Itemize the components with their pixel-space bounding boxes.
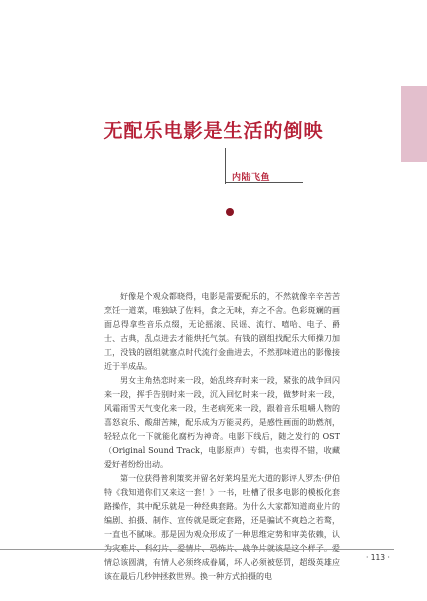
author-name: 内陆飞鱼 — [232, 173, 271, 183]
footer-rule — [0, 549, 394, 550]
article-body — [104, 290, 340, 584]
paragraph-2: 男女主角热恋时来一段，始乱终弃时来一段，紧张的战争回闪来一段，挥手告别时来一段，沉入回忆时来一段，做梦时来一段，风霜雨雪天气变化来一段，生老病死来一段，跟着音乐咀嚼人物的喜怒哀乐、酸甜苦辣，配乐成为万能灵药，是感性画面的助燃剂，轻轻点化一下就能化腐朽为神奇。电影下线后，随之发行的 OST（Original Sound Track，电影原声）专辑，也卖得不错，收藏爱好者纷纷出动。 — [104, 376, 340, 469]
ornament-dot — [226, 208, 234, 216]
paragraph-3: 第一位获得普利策奖并留名好莱坞星光大道的影评人罗杰·伊伯特《我知道你们又来这一套！》一书，吐槽了很多电影的模板化套路操作，其中配乐就是一种经典套路。为什么大家都知道商业片的编剧、拍摄、制作、宣传就是既定套路，还是骗试不爽趋之若鹜，一直也不腻味。那是因为观众形成了一种思维定势和审美依赖，认 情总该圆满，有情人必须终成眷属，坏人必须被惩罚，超级英雄应该在最后几秒钟拯救世界。换一种方式拍摄的电 — [104, 474, 340, 581]
page-number: · 113 · — [366, 553, 390, 562]
paragraph-1: 好像是个观众都晓得，电影是需要配乐的，不然就像辛辛苦苦烹饪一道菜，唯独缺了佐料，食之无味，弃之不舍。色彩斑斓的画面总得拿些音乐点缀，无论摇滚、民谣、流行、嘻哈、电子、爵士、古典，乱点进去才能烘托气氛。有钱的剧组找配乐大师操刀加工，没钱的剧组就塞点时代流行金曲进去，不然那味道出的影像接近于半成品。 — [104, 292, 340, 371]
author-divider-vertical — [225, 148, 226, 184]
article-title: 无配乐电影是生活的倒映 — [103, 120, 324, 142]
